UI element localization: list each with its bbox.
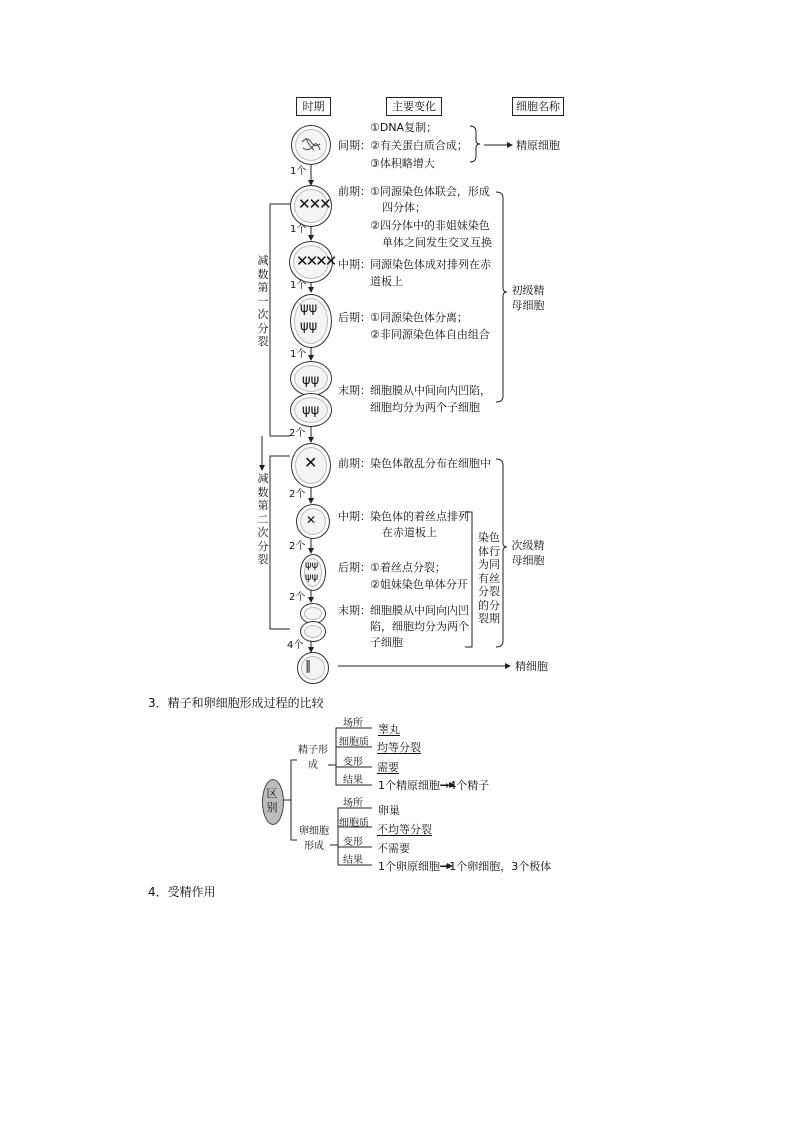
section-4-title: 4．受精作用	[148, 885, 216, 899]
header-cell-name: 细胞名称	[512, 97, 564, 116]
mii-prophase-line: 染色体散乱分布在细胞中	[370, 457, 491, 470]
sperm-value: 需要	[377, 761, 399, 774]
egg-formation-label: 卵细胞形成	[299, 826, 329, 852]
count-label: 2个	[289, 541, 306, 552]
egg-value: 不均等分裂	[377, 823, 432, 836]
meiosis-one-label: 减数第一次分裂	[257, 254, 269, 348]
count-label: 4个	[287, 640, 304, 651]
mi-prophase-line: 单体之间发生交叉互换	[382, 236, 492, 249]
secondary-spermatocyte-label: 次级精母细胞	[511, 539, 545, 567]
egg-value: 不需要	[377, 842, 410, 855]
egg-key: 变形	[343, 837, 363, 848]
separating-homologs-icon: ψψ ψψ	[300, 301, 318, 334]
primary-spermatocyte-label: 初级精母细胞	[511, 284, 545, 312]
mii-anaphase-line: ①着丝点分裂；	[370, 561, 446, 574]
mi-anaphase-label: 后期：	[338, 311, 371, 324]
count-label: 2个	[289, 592, 306, 603]
scattered-chromosomes-icon: ✕	[304, 453, 318, 472]
tetrad-icon: ✕✕✕	[298, 195, 330, 213]
sperm-value: 均等分裂	[377, 741, 421, 754]
mii-prophase-label: 前期：	[338, 457, 371, 470]
count-label: 1个	[290, 166, 307, 177]
count-label: 1个	[290, 224, 307, 235]
interphase-line: ①DNA复制；	[370, 121, 438, 134]
mii-anaphase-line: ②姐妹染色单体分开	[370, 578, 468, 591]
mi-prophase-line: ②四分体中的非姐妹染色	[370, 219, 490, 232]
sperm-key: 结果	[343, 775, 363, 786]
mii-telophase-line: 陷，细胞均分为两个	[370, 620, 469, 633]
count-label: 2个	[289, 428, 306, 439]
sister-chromatids-icon: ψψ ψψ	[305, 560, 319, 583]
sperm-formation-label: 精子形成	[298, 745, 328, 771]
mii-metaphase-label: 中期：	[338, 510, 371, 523]
sperm-key: 变形	[343, 757, 363, 768]
header-period: 时期	[296, 97, 331, 116]
mii-anaphase-label: 后期：	[338, 561, 371, 574]
mii-metaphase-line: 染色体的着丝点排列	[370, 510, 469, 523]
mitosis-like-note: 染色体行为同有丝分裂的分裂期	[478, 531, 500, 625]
mii-telophase-label: 末期：	[338, 604, 371, 617]
daughter-chromosomes-icon: ψψ ψψ	[302, 373, 320, 418]
mi-metaphase-label: 中期：	[338, 258, 371, 271]
count-label: 1个	[290, 349, 307, 360]
egg-key: 细胞质	[339, 818, 369, 829]
count-label: 2个	[289, 489, 306, 500]
mi-prophase-label: 前期：	[338, 185, 371, 198]
mi-metaphase-line: 同源染色体成对排列在赤	[370, 258, 491, 271]
mi-telophase-line: 细胞膜从中间向内凹陷，	[370, 384, 491, 397]
section-3-title: 3．精子和卵细胞形成过程的比较	[148, 696, 324, 710]
sperm-key: 场所	[343, 718, 363, 729]
comparison-root-label: 区别	[266, 787, 278, 814]
egg-value: 1个卵原细胞→1个卵细胞，3个极体	[378, 860, 552, 873]
interphase-line: ③体积略增大	[370, 157, 435, 170]
spermatid-chromosome-icon: ∥	[305, 659, 312, 674]
egg-key: 场所	[343, 798, 363, 809]
sperm-value: 1个精原细胞→4个精子	[378, 779, 490, 792]
mii-telophase-line: 子细胞	[370, 636, 403, 649]
chromatin-icon	[298, 132, 324, 158]
interphase-line: ②有关蛋白质合成；	[370, 139, 468, 152]
spermatid-label: 精细胞	[515, 660, 548, 673]
header-main-change: 主要变化	[386, 97, 442, 116]
meiosis-two-label: 减数第二次分裂	[257, 472, 269, 566]
spermatogonium-label: 精原细胞	[516, 139, 560, 152]
mi-metaphase-line: 道板上	[370, 275, 403, 288]
metaphase-plate-icon: ✕	[306, 513, 317, 527]
count-label: 1个	[290, 280, 307, 291]
mi-anaphase-line: ①同源染色体分离；	[370, 311, 468, 324]
sperm-key: 细胞质	[339, 737, 369, 748]
mi-telophase-line: 细胞均分为两个子细胞	[370, 401, 480, 414]
spermatid-icon	[297, 652, 329, 684]
mii-metaphase-line: 在赤道板上	[382, 526, 437, 539]
mii-telophase-line: 细胞膜从中间向内凹	[370, 604, 469, 617]
cell-mii-telophase-bottom-icon	[300, 621, 326, 642]
mi-telophase-label: 末期：	[338, 384, 371, 397]
aligned-pairs-icon: ✕✕✕✕	[296, 252, 335, 270]
egg-value: 卵巢	[378, 804, 400, 817]
mi-prophase-line: 四分体；	[382, 201, 426, 214]
sperm-value: 睾丸	[378, 723, 400, 736]
mi-prophase-line: ①同源染色体联会，形成	[370, 185, 490, 198]
interphase-label: 间期：	[338, 139, 371, 152]
mi-anaphase-line: ②非同源染色体自由组合	[370, 328, 490, 341]
egg-key: 结果	[343, 855, 363, 866]
